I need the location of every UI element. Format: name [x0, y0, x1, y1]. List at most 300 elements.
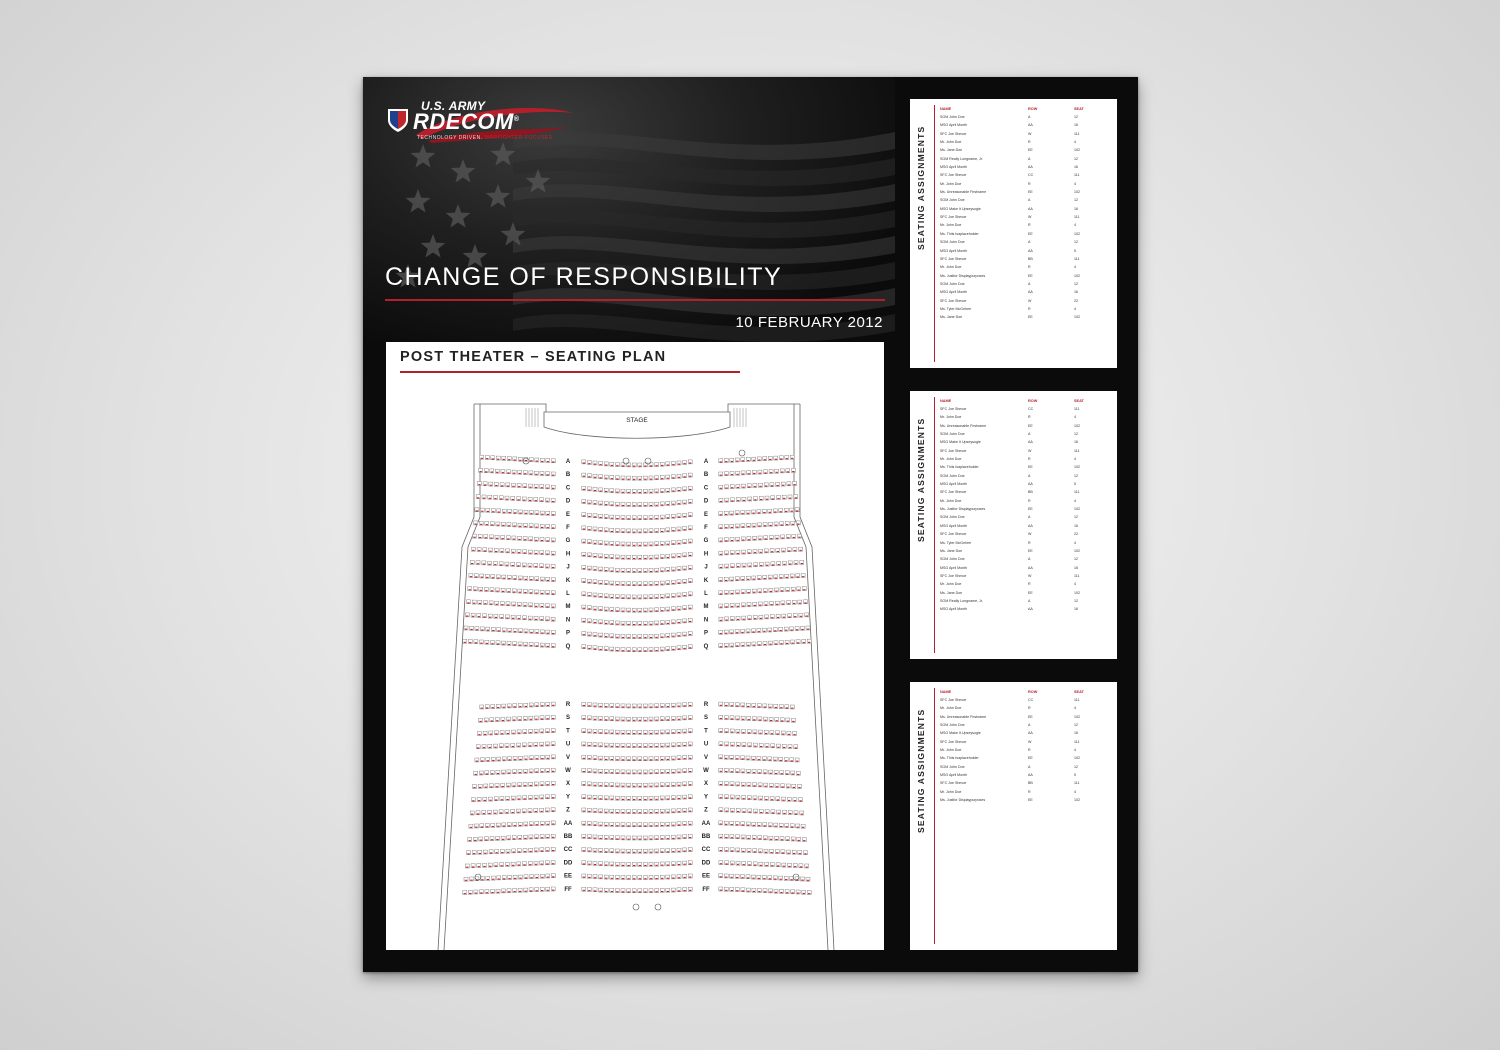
seat-marker	[725, 540, 727, 541]
seat-marker	[489, 800, 491, 801]
seat-marker	[758, 878, 760, 879]
seat-marker	[650, 825, 652, 826]
assignee-name: SGM John Doe	[940, 432, 965, 437]
seat-marker	[489, 551, 491, 552]
seat-marker	[541, 461, 543, 462]
seat-marker	[552, 501, 554, 502]
seat-marker	[770, 720, 772, 721]
seat-marker	[616, 825, 618, 826]
seat-marker	[475, 774, 477, 775]
seat-marker	[742, 579, 744, 580]
seat-marker	[633, 611, 635, 612]
seat-marker	[639, 891, 641, 892]
assigned-seat: 4	[1074, 748, 1076, 753]
seat-marker	[541, 580, 543, 581]
assigned-seat: 16	[1074, 440, 1078, 445]
column-header: SEAT	[1074, 690, 1084, 694]
seat-marker	[795, 747, 797, 748]
seat-marker	[588, 516, 590, 517]
seat-marker	[667, 719, 669, 720]
column-header: NAME	[940, 690, 952, 694]
seat-marker	[594, 516, 596, 517]
seat-marker	[689, 581, 691, 582]
seat-marker	[748, 798, 750, 799]
assigned-seat: 4	[1074, 140, 1076, 145]
seat-marker	[599, 570, 601, 571]
seat-marker	[616, 706, 618, 707]
seat-marker	[689, 877, 691, 878]
seat-marker	[588, 490, 590, 491]
seat-marker	[599, 759, 601, 760]
assigned-seat: 4	[1074, 706, 1076, 711]
row-label-right: S	[703, 715, 709, 722]
seat-marker	[760, 799, 762, 800]
seat-marker	[775, 459, 777, 460]
seat-marker	[552, 771, 554, 772]
seat-marker	[689, 890, 691, 891]
assigned-seat: 102	[1074, 190, 1080, 195]
assignee-name: MSG April Month	[940, 523, 968, 528]
seat-marker	[536, 461, 538, 462]
assignment-row	[940, 740, 1115, 748]
seat-marker	[667, 491, 669, 492]
assignment-row	[940, 290, 1115, 298]
seat-marker	[622, 746, 624, 747]
seat-marker	[594, 851, 596, 852]
seat-marker	[725, 758, 727, 759]
assigned-row: W	[1028, 573, 1032, 578]
seat-marker	[644, 650, 646, 651]
seat-marker	[489, 747, 491, 748]
seat-marker	[495, 617, 497, 618]
seat-marker	[594, 824, 596, 825]
seat-marker	[485, 590, 487, 591]
seat-marker	[519, 579, 521, 580]
seat-marker	[787, 853, 789, 854]
seat-marker	[546, 850, 548, 851]
assigned-seat: 5	[1074, 773, 1076, 778]
assignment-row	[940, 599, 1115, 607]
seat-marker	[736, 461, 738, 462]
assigned-row: AA	[1028, 482, 1033, 487]
seat-marker	[672, 772, 674, 773]
assigned-seat: 111	[1074, 407, 1080, 411]
seat-marker	[546, 501, 548, 502]
seat-marker	[678, 464, 680, 465]
seat-marker	[583, 811, 585, 812]
seat-marker	[477, 813, 479, 814]
seat-marker	[496, 786, 498, 787]
seat-marker	[616, 733, 618, 734]
seat-marker	[736, 877, 738, 878]
seat-marker	[672, 732, 674, 733]
seat-marker	[672, 491, 674, 492]
seat-marker	[764, 459, 766, 460]
seat-marker	[786, 524, 788, 525]
seat-marker	[747, 513, 749, 514]
seat-marker	[470, 629, 472, 630]
seat-marker	[605, 878, 607, 879]
seat-marker	[583, 745, 585, 746]
seat-marker	[672, 812, 674, 813]
seat-marker	[792, 774, 794, 775]
seat-marker	[754, 799, 756, 800]
seat-marker	[465, 880, 467, 881]
seat-marker	[720, 527, 722, 528]
seat-marker	[490, 734, 492, 735]
assignment-row	[940, 748, 1115, 756]
seat-marker	[507, 720, 509, 721]
row-label-left: Y	[565, 794, 571, 801]
seat-marker	[749, 812, 751, 813]
seat-marker	[760, 618, 762, 619]
assignee-name: Mr. John Doe	[940, 223, 962, 228]
assigned-seat: 5	[1074, 248, 1076, 253]
seat-marker	[731, 593, 733, 594]
seat-marker	[650, 624, 652, 625]
seat-marker	[655, 812, 657, 813]
seat-marker	[633, 584, 635, 585]
assignee-name: SFC Joe Shmoe	[940, 573, 967, 578]
seat-marker	[730, 877, 732, 878]
seat-marker	[772, 564, 774, 565]
seat-marker	[583, 502, 585, 503]
assigned-row: EE	[1028, 798, 1033, 803]
seat-marker	[535, 771, 537, 772]
seat-marker	[541, 593, 543, 594]
seat-marker	[797, 642, 799, 643]
seat-marker	[508, 459, 510, 460]
seat-marker	[492, 630, 494, 631]
seat-marker	[731, 474, 733, 475]
seat-marker	[725, 877, 727, 878]
title-divider	[385, 299, 885, 301]
seat-marker	[479, 721, 481, 722]
seat-marker	[742, 706, 744, 707]
seat-marker	[720, 554, 722, 555]
seat-marker	[678, 543, 680, 544]
seat-marker	[754, 812, 756, 813]
seat-marker	[524, 798, 526, 799]
seat-marker	[644, 799, 646, 800]
seat-marker	[753, 579, 755, 580]
assigned-seat: 111	[1074, 739, 1080, 744]
seat-marker	[798, 590, 800, 591]
seat-marker	[655, 825, 657, 826]
assignment-row	[940, 265, 1115, 273]
seat-marker	[508, 631, 510, 632]
seat-marker	[524, 539, 526, 540]
seat-marker	[466, 867, 468, 868]
seat-marker	[491, 472, 493, 473]
seat-marker	[771, 799, 773, 800]
assigned-seat: 4	[1074, 181, 1076, 186]
seat-marker	[497, 892, 499, 893]
seat-marker	[748, 539, 750, 540]
seat-marker	[775, 773, 777, 774]
row-label-left: N	[565, 617, 571, 624]
seat-marker	[514, 460, 516, 461]
seat-marker	[535, 566, 537, 567]
seat-marker	[743, 619, 745, 620]
seat-marker	[725, 606, 727, 607]
seat-marker	[605, 544, 607, 545]
seat-marker	[633, 466, 635, 467]
assignment-row	[940, 591, 1115, 599]
row-label-left: G	[565, 538, 571, 545]
seat-marker	[594, 758, 596, 759]
seat-marker	[786, 826, 788, 827]
row-label-left: Q	[565, 643, 571, 650]
seat-marker	[599, 517, 601, 518]
seat-marker	[469, 840, 471, 841]
assignment-row	[940, 515, 1115, 523]
seat-marker	[599, 491, 601, 492]
seat-marker	[731, 864, 733, 865]
seat-marker	[777, 747, 779, 748]
seat-marker	[479, 471, 481, 472]
assigned-row: A	[1028, 115, 1031, 119]
seat-marker	[529, 732, 531, 733]
seat-marker	[725, 784, 727, 785]
seat-marker	[661, 531, 663, 532]
seat-marker	[791, 760, 793, 761]
seat-marker	[725, 554, 727, 555]
assigned-row: EE	[1028, 465, 1033, 470]
seat-marker	[627, 532, 629, 533]
seat-marker	[480, 840, 482, 841]
seat-marker	[627, 479, 629, 480]
row-label-left: S	[565, 715, 571, 722]
seat-marker	[794, 616, 796, 617]
seat-marker	[769, 892, 771, 893]
seat-marker	[759, 838, 761, 839]
seat-marker	[588, 758, 590, 759]
seat-marker	[605, 623, 607, 624]
seat-marker	[594, 745, 596, 746]
seat-marker	[720, 461, 722, 462]
seat-marker	[496, 538, 498, 539]
row-label-left: J	[566, 564, 570, 571]
seat-marker	[507, 852, 509, 853]
seat-marker	[491, 773, 493, 774]
seat-marker	[536, 890, 538, 891]
seat-marker	[491, 643, 493, 644]
seat-marker	[475, 827, 477, 828]
assignment-list	[940, 115, 1115, 324]
seat-marker	[782, 551, 784, 552]
seat-marker	[622, 773, 624, 774]
seat-marker	[720, 890, 722, 891]
seat-marker	[639, 786, 641, 787]
seat-marker	[759, 852, 761, 853]
seat-marker	[644, 812, 646, 813]
seat-marker	[541, 864, 543, 865]
assigned-seat: 16	[1074, 206, 1078, 211]
assignment-row	[940, 132, 1115, 140]
seat-marker	[486, 892, 488, 893]
seat-marker	[599, 583, 601, 584]
seat-marker	[683, 771, 685, 772]
seat-marker	[748, 864, 750, 865]
seat-marker	[480, 643, 482, 644]
seat-marker	[661, 610, 663, 611]
seat-marker	[627, 492, 629, 493]
seat-marker	[683, 503, 685, 504]
seat-marker	[731, 784, 733, 785]
seat-marker	[491, 720, 493, 721]
seat-marker	[535, 500, 537, 501]
seat-marker	[512, 552, 514, 553]
seat-marker	[678, 648, 680, 649]
seat-marker	[803, 589, 805, 590]
seat-marker	[793, 734, 795, 735]
seat-marker	[512, 565, 514, 566]
assignee-name: Ms. Unreasonable Firstname	[940, 423, 987, 428]
seat-marker	[764, 839, 766, 840]
seat-marker	[804, 602, 806, 603]
seat-marker	[552, 580, 554, 581]
seat-marker	[731, 745, 733, 746]
seat-marker	[752, 631, 754, 632]
seat-marker	[650, 839, 652, 840]
seat-marker	[605, 706, 607, 707]
seat-marker	[525, 513, 527, 514]
assignee-name: Mr. John Doe	[940, 457, 962, 462]
row-label-left: R	[565, 702, 571, 708]
seat-marker	[667, 891, 669, 892]
seat-marker	[506, 499, 508, 500]
seat-marker	[547, 771, 549, 772]
seat-marker	[737, 851, 739, 852]
seat-marker	[541, 758, 543, 759]
seat-marker	[780, 458, 782, 459]
seat-marker	[599, 596, 601, 597]
assigned-seat: 12	[1074, 281, 1078, 286]
seat-marker	[583, 837, 585, 838]
seat-marker	[667, 772, 669, 773]
assignee-name: SGM John Doe	[940, 764, 965, 769]
seat-marker	[583, 595, 585, 596]
assignment-row	[940, 157, 1115, 165]
seat-marker	[627, 825, 629, 826]
seat-marker	[605, 610, 607, 611]
seat-marker	[655, 478, 657, 479]
assigned-seat: 16	[1074, 607, 1078, 612]
seat-marker	[477, 497, 479, 498]
assignment-row	[940, 607, 1115, 615]
assigned-seat: 4	[1074, 457, 1076, 462]
seat-marker	[469, 589, 471, 590]
seat-marker	[501, 852, 503, 853]
seat-marker	[633, 878, 635, 879]
seat-marker	[747, 526, 749, 527]
seat-marker	[546, 837, 548, 838]
assigned-seat: 22	[1074, 532, 1078, 537]
seat-marker	[622, 839, 624, 840]
seat-marker	[519, 592, 521, 593]
seat-marker	[741, 513, 743, 514]
seat-marker	[795, 563, 797, 564]
seat-marker	[775, 826, 777, 827]
seat-marker	[486, 773, 488, 774]
seat-marker	[754, 618, 756, 619]
assignment-row	[940, 449, 1115, 457]
assigned-row: W	[1028, 131, 1032, 136]
seat-marker	[800, 616, 802, 617]
seat-marker	[530, 526, 532, 527]
assignment-row	[940, 765, 1115, 773]
column-header: ROW	[1028, 399, 1038, 403]
seat-marker	[477, 747, 479, 748]
assignee-name: MSG Make It Upseysugie	[940, 206, 981, 211]
seat-marker	[616, 650, 618, 651]
seat-marker	[552, 607, 554, 608]
seat-marker	[747, 825, 749, 826]
seat-marker	[536, 645, 538, 646]
assigned-row: W	[1028, 739, 1032, 744]
assigned-row: A	[1028, 281, 1031, 286]
seat-marker	[639, 852, 641, 853]
seat-marker	[622, 518, 624, 519]
seat-marker	[633, 518, 635, 519]
assignee-name: MSG April Month	[940, 607, 968, 612]
seat-marker	[785, 760, 787, 761]
seat-marker	[633, 637, 635, 638]
assignment-row	[940, 223, 1115, 231]
seat-marker	[661, 597, 663, 598]
row-label-right: BB	[701, 834, 711, 840]
seat-marker	[594, 732, 596, 733]
seat-marker	[503, 578, 505, 579]
assignee-name: Mr. John Doe	[940, 140, 962, 145]
assignee-name: SGM John Doe	[940, 115, 965, 119]
seat-marker	[611, 518, 613, 519]
seat-marker	[583, 877, 585, 878]
seat-marker	[535, 527, 537, 528]
seat-marker	[535, 837, 537, 838]
assignment-row	[940, 207, 1115, 215]
seat-marker	[689, 705, 691, 706]
seat-marker	[611, 610, 613, 611]
seat-marker	[788, 550, 790, 551]
seat-marker	[780, 511, 782, 512]
seat-marker	[469, 893, 471, 894]
seat-marker	[736, 593, 738, 594]
seat-marker	[689, 811, 691, 812]
seat-marker	[481, 577, 483, 578]
seat-marker	[508, 759, 510, 760]
seat-marker	[627, 611, 629, 612]
assignee-name: MSG Make It Upseysugie	[940, 440, 981, 445]
seat-marker	[753, 592, 755, 593]
seat-marker	[759, 486, 761, 487]
seat-marker	[508, 525, 510, 526]
assignment-row	[940, 698, 1115, 706]
seat-marker	[743, 500, 745, 501]
seat-marker	[583, 621, 585, 622]
seat-marker	[725, 593, 727, 594]
seat-marker	[731, 824, 733, 825]
wheelchair-icon	[645, 458, 651, 464]
seat-marker	[627, 839, 629, 840]
seat-marker	[622, 465, 624, 466]
seat-marker	[486, 577, 488, 578]
seat-marker	[535, 487, 537, 488]
seat-marker	[583, 581, 585, 582]
seat-marker	[605, 772, 607, 773]
seat-marker	[513, 852, 515, 853]
